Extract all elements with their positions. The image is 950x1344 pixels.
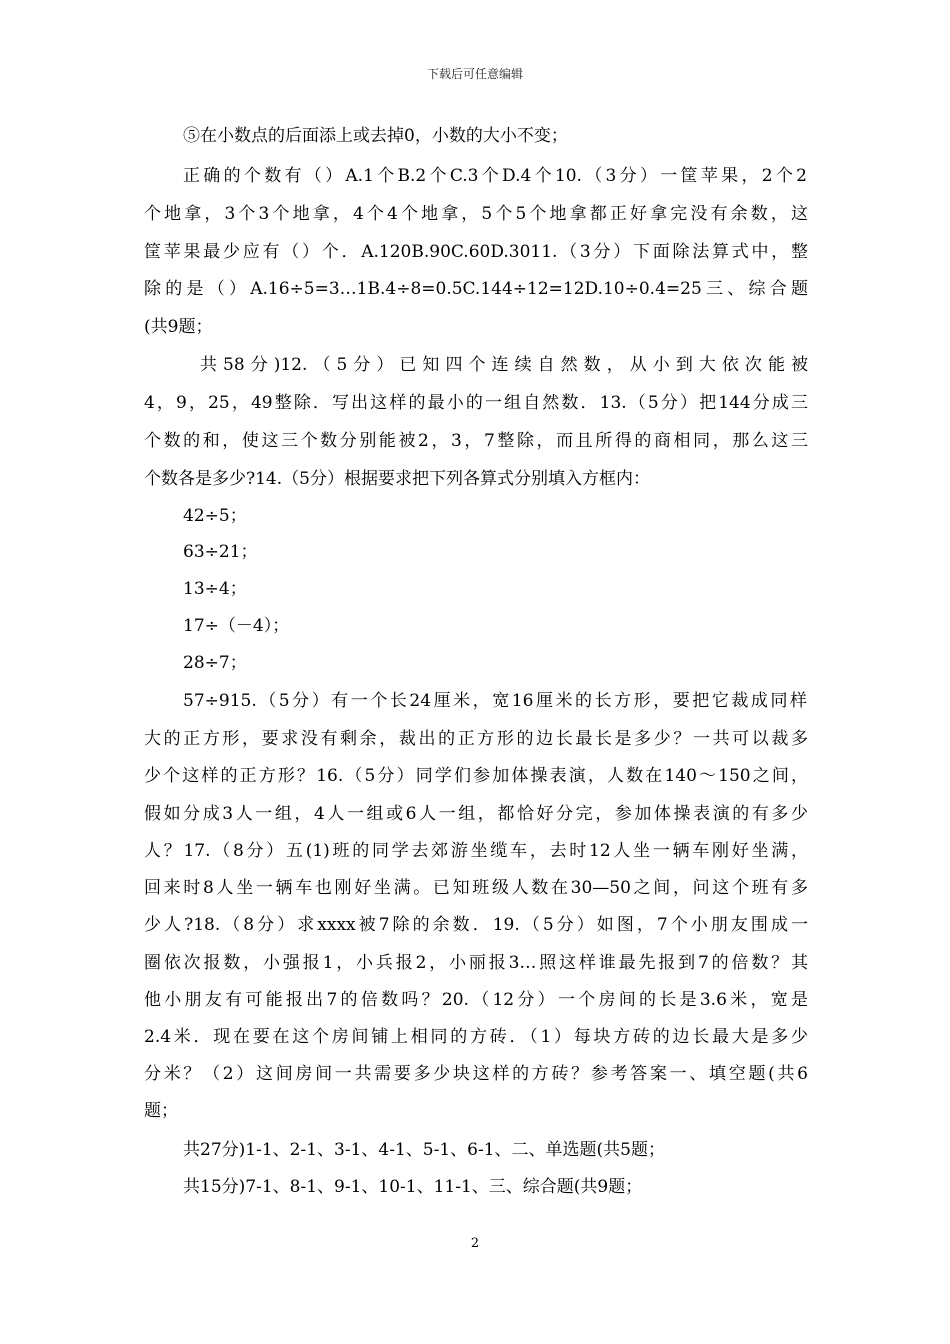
text-line-29: 共15分)7-1、8-1、9-1、10-1、11-1、三、综合题(共9题； [183, 1177, 643, 1197]
text-line-11: 42÷5； [183, 506, 247, 526]
text-line-6: (共9题； [144, 317, 213, 337]
text-line-9: 个数的和，使这三个数分别能被2，3，7整除，而且所得的商相同，那么这三 [144, 431, 808, 451]
text-line-12: 63÷21； [183, 542, 258, 562]
text-line-20: 人？17.（8分）五(1)班的同学去郊游坐缆车，去时12人坐一辆车刚好坐满， [144, 841, 808, 861]
text-line-10: 个数各是多少?14.（5分）根据要求把下列各算式分别填入方框内： [144, 469, 650, 489]
text-line-23: 圈依次报数，小强报1，小兵报2，小丽报3…照这样谁最先报到7的倍数？其 [144, 953, 808, 973]
text-line-28: 共27分)1-1、2-1、3-1、4-1、5-1、6-1、二、单选题(共5题； [183, 1140, 665, 1160]
text-line-26: 分米？（2）这间房间一共需要多少块这样的方砖？参考答案一、填空题(共6 [144, 1064, 808, 1084]
text-line-7: 共58分)12.（5分）已知四个连续自然数，从小到大依次能被 [200, 355, 808, 375]
text-line-16: 57÷915.（5分）有一个长24厘米，宽16厘米的长方形，要把它裁成同样 [183, 691, 807, 711]
text-line-24: 他小朋友有可能报出7的倍数吗？20.（12分）一个房间的长是3.6米，宽是 [144, 990, 808, 1010]
text-line-21: 回来时8人坐一辆车也刚好坐满。已知班级人数在30—50之间，问这个班有多 [144, 878, 808, 898]
text-line-27: 题； [144, 1101, 178, 1121]
text-line-14: 17÷（－4）； [183, 616, 290, 636]
text-line-5: 除的是（）A.16÷5=3…1B.4÷8=0.5C.144÷12=12D.10÷0.4=25三、综合题 [144, 279, 808, 299]
text-line-2: 正确的个数有（）A.1个B.2个C.3个D.4个10.（3分）一筐苹果，2个2 [183, 166, 807, 186]
text-line-3: 个地拿，3个3个地拿，4个4个地拿，5个5个地拿都正好拿完没有余数，这 [144, 204, 808, 224]
text-line-15: 28÷7； [183, 653, 247, 673]
text-line-19: 假如分成3人一组，4人一组或6人一组，都恰好分完，参加体操表演的有多少 [144, 804, 808, 824]
text-line-17: 大的正方形，要求没有剩余，裁出的正方形的边长最长是多少？一共可以裁多 [144, 729, 808, 749]
text-line-8: 4，9，25，49整除．写出这样的最小的一组自然数．13.（5分）把144分成三 [144, 393, 808, 413]
text-line-1: ⑤在小数点的后面添上或去掉0，小数的大小不变； [183, 126, 568, 146]
page-number: 2 [470, 1236, 480, 1251]
text-line-22: 少人?18.（8分）求xxxx被7除的余数．19.（5分）如图，7个小朋友围成一 [144, 915, 808, 935]
page-header: 下载后可任意编辑 [426, 67, 523, 81]
text-line-25: 2.4米．现在要在这个房间铺上相同的方砖．（1）每块方砖的边长最大是多少 [144, 1027, 808, 1047]
text-line-4: 筐苹果最少应有（）个．A.120B.90C.60D.3011.（3分）下面除法算式中，整 [144, 242, 808, 262]
text-line-13: 13÷4； [183, 579, 247, 599]
text-line-18: 少个这样的正方形？16.（5分）同学们参加体操表演，人数在140～150之间， [144, 766, 808, 786]
